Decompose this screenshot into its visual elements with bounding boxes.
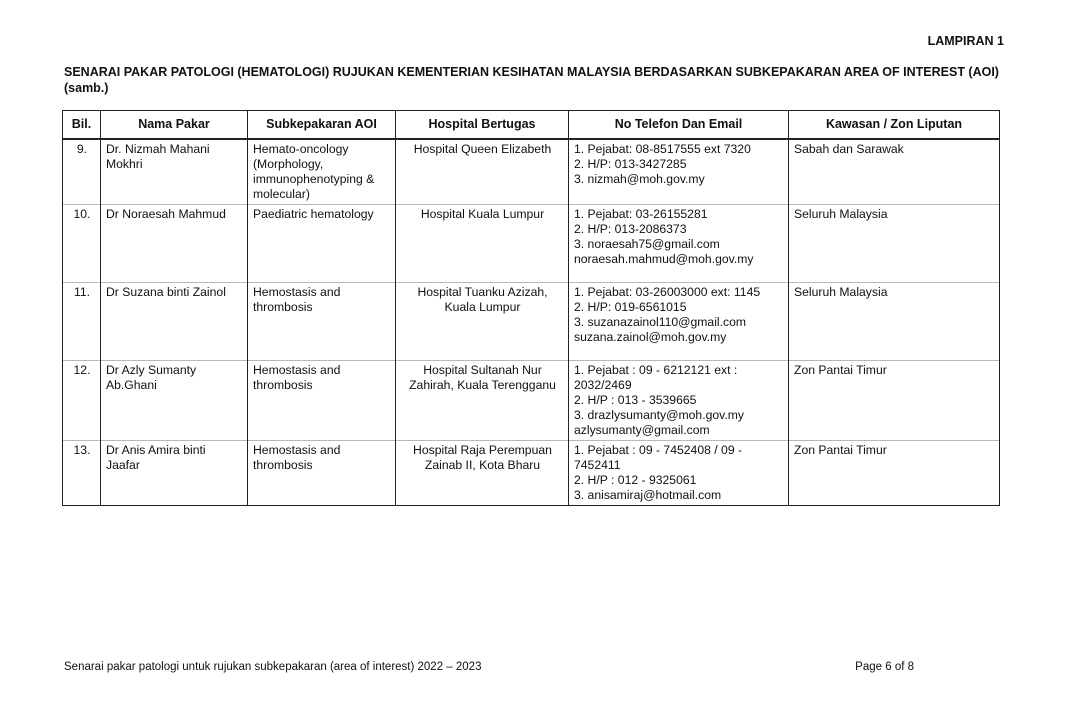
subkepakaran-line: thrombosis <box>253 300 313 314</box>
subkepakaran-line: Paediatric hematology <box>253 207 374 221</box>
table-row <box>63 283 1000 361</box>
row-subkepakaran <box>248 283 396 361</box>
nama-line: Mokhri <box>106 157 143 171</box>
row-hospital <box>396 361 569 441</box>
telefon-line: 7452411 <box>574 458 621 472</box>
nama-line: Dr Azly Sumanty <box>106 363 197 377</box>
subkepakaran-line: thrombosis <box>253 458 313 472</box>
email-line: azlysumanty@gmail.com <box>574 423 710 437</box>
row-telefon-email <box>569 283 789 361</box>
email-line: suzana.zainol@moh.gov.my <box>574 330 727 344</box>
nama-line: Dr Anis Amira binti <box>106 443 206 457</box>
telefon-line: 2. H/P: 013-2086373 <box>574 222 687 236</box>
hospital-line: Zainab II, Kota Bharu <box>424 458 541 472</box>
telefon-line: 1. Pejabat: 08-8517555 ext 7320 <box>574 142 751 156</box>
subkepakaran-line: Hemato-oncology <box>253 142 349 156</box>
row-bil: 13. <box>63 441 101 506</box>
row-hospital <box>396 441 569 506</box>
row-kawasan: Zon Pantai Timur <box>789 361 1000 441</box>
nama-line: Jaafar <box>106 458 140 472</box>
telefon-line: 2. H/P: 019-6561015 <box>574 300 687 314</box>
column-header-kawasan: Kawasan / Zon Liputan <box>789 111 1000 140</box>
telefon-line: 1. Pejabat: 03-26155281 <box>574 207 708 221</box>
hospital-line: Hospital Queen Elizabeth <box>413 142 552 156</box>
row-nama-pakar <box>101 205 248 283</box>
telefon-line: 2. H/P: 013-3427285 <box>574 157 687 171</box>
row-kawasan: Seluruh Malaysia <box>789 283 1000 361</box>
row-telefon-email <box>569 205 789 283</box>
row-subkepakaran <box>248 139 396 205</box>
email-line: 3. suzanazainol110@gmail.com <box>574 315 747 329</box>
table-row <box>63 361 1000 441</box>
column-header-subkepakaran: Subkepakaran AOI <box>248 111 396 140</box>
email-line: 3. nizmah@moh.gov.my <box>574 172 705 186</box>
row-nama-pakar <box>101 283 248 361</box>
row-telefon-email <box>569 139 789 205</box>
appendix-label: LAMPIRAN 1 <box>927 34 1004 48</box>
subkepakaran-line: thrombosis <box>253 378 313 392</box>
telefon-line: 2. H/P : 012 - 9325061 <box>574 473 697 487</box>
table-header-row <box>63 111 1000 140</box>
expert-table <box>62 110 1000 506</box>
row-hospital <box>396 283 569 361</box>
hospital-line: Hospital Kuala Lumpur <box>420 207 545 221</box>
telefon-line: 1. Pejabat : 09 - 6212121 ext : <box>574 363 738 377</box>
nama-line: Dr. Nizmah Mahani <box>106 142 210 156</box>
row-hospital <box>396 139 569 205</box>
email-line: 3. drazlysumanty@moh.gov.my <box>574 408 744 422</box>
row-nama-pakar <box>101 441 248 506</box>
telefon-line: 1. Pejabat: 03-26003000 ext: 1145 <box>574 285 761 299</box>
table-row <box>63 441 1000 506</box>
row-telefon-email <box>569 361 789 441</box>
footer-text: Senarai pakar patologi untuk rujukan subkepakaran (area of interest) 2022 – 2023 <box>64 661 482 673</box>
row-subkepakaran <box>248 441 396 506</box>
nama-line: Ab.Ghani <box>106 378 157 392</box>
hospital-line: Zahirah, Kuala Terengganu <box>409 378 556 392</box>
column-header-nama-pakar: Nama Pakar <box>101 111 248 140</box>
row-bil: 11. <box>63 283 101 361</box>
nama-line: Dr Noraesah Mahmud <box>106 207 226 221</box>
row-telefon-email <box>569 441 789 506</box>
row-bil: 10. <box>63 205 101 283</box>
table-row <box>63 139 1000 205</box>
nama-line: Dr Suzana binti Zainol <box>106 285 226 299</box>
row-bil: 12. <box>63 361 101 441</box>
page-number: Page 6 of 8 <box>855 661 914 673</box>
email-line: noraesah.mahmud@moh.gov.my <box>574 252 754 266</box>
subkepakaran-line: molecular) <box>253 187 310 201</box>
table-row <box>63 205 1000 283</box>
hospital-line: Hospital Sultanah Nur <box>423 363 542 377</box>
row-kawasan: Seluruh Malaysia <box>789 205 1000 283</box>
row-nama-pakar <box>101 361 248 441</box>
column-header-bil: Bil. <box>63 111 101 140</box>
row-bil: 9. <box>63 139 101 205</box>
telefon-line: 1. Pejabat : 09 - 7452408 / 09 - <box>574 443 743 457</box>
hospital-line: Hospital Raja Perempuan <box>413 443 552 457</box>
row-nama-pakar <box>101 139 248 205</box>
hospital-line: Hospital Tuanku Azizah, <box>417 285 548 299</box>
subkepakaran-line: Hemostasis and <box>253 285 341 299</box>
subkepakaran-line: Hemostasis and <box>253 443 341 457</box>
row-subkepakaran <box>248 205 396 283</box>
email-line: 3. anisamiraj@hotmail.com <box>574 488 722 502</box>
column-header-hospital: Hospital Bertugas <box>396 111 569 140</box>
subkepakaran-line: immunophenotyping & <box>253 172 375 186</box>
telefon-line: 2. H/P : 013 - 3539665 <box>574 393 697 407</box>
row-kawasan: Zon Pantai Timur <box>789 441 1000 506</box>
subkepakaran-line: (Morphology, <box>253 157 324 171</box>
hospital-line: Kuala Lumpur <box>444 300 521 314</box>
row-subkepakaran <box>248 361 396 441</box>
row-kawasan: Sabah dan Sarawak <box>789 139 1000 205</box>
row-hospital <box>396 205 569 283</box>
subkepakaran-line: Hemostasis and <box>253 363 341 377</box>
email-line: 3. noraesah75@gmail.com <box>574 237 720 251</box>
column-header-telefon-email: No Telefon Dan Email <box>569 111 789 140</box>
telefon-line: 2032/2469 <box>574 378 632 392</box>
document-title: SENARAI PAKAR PATOLOGI (HEMATOLOGI) RUJUKAN KEMENTERIAN KESIHATAN MALAYSIA BERDASARKAN SUBKEPAKARAN AREA OF INTEREST (AOI) (samb.) <box>64 65 999 95</box>
